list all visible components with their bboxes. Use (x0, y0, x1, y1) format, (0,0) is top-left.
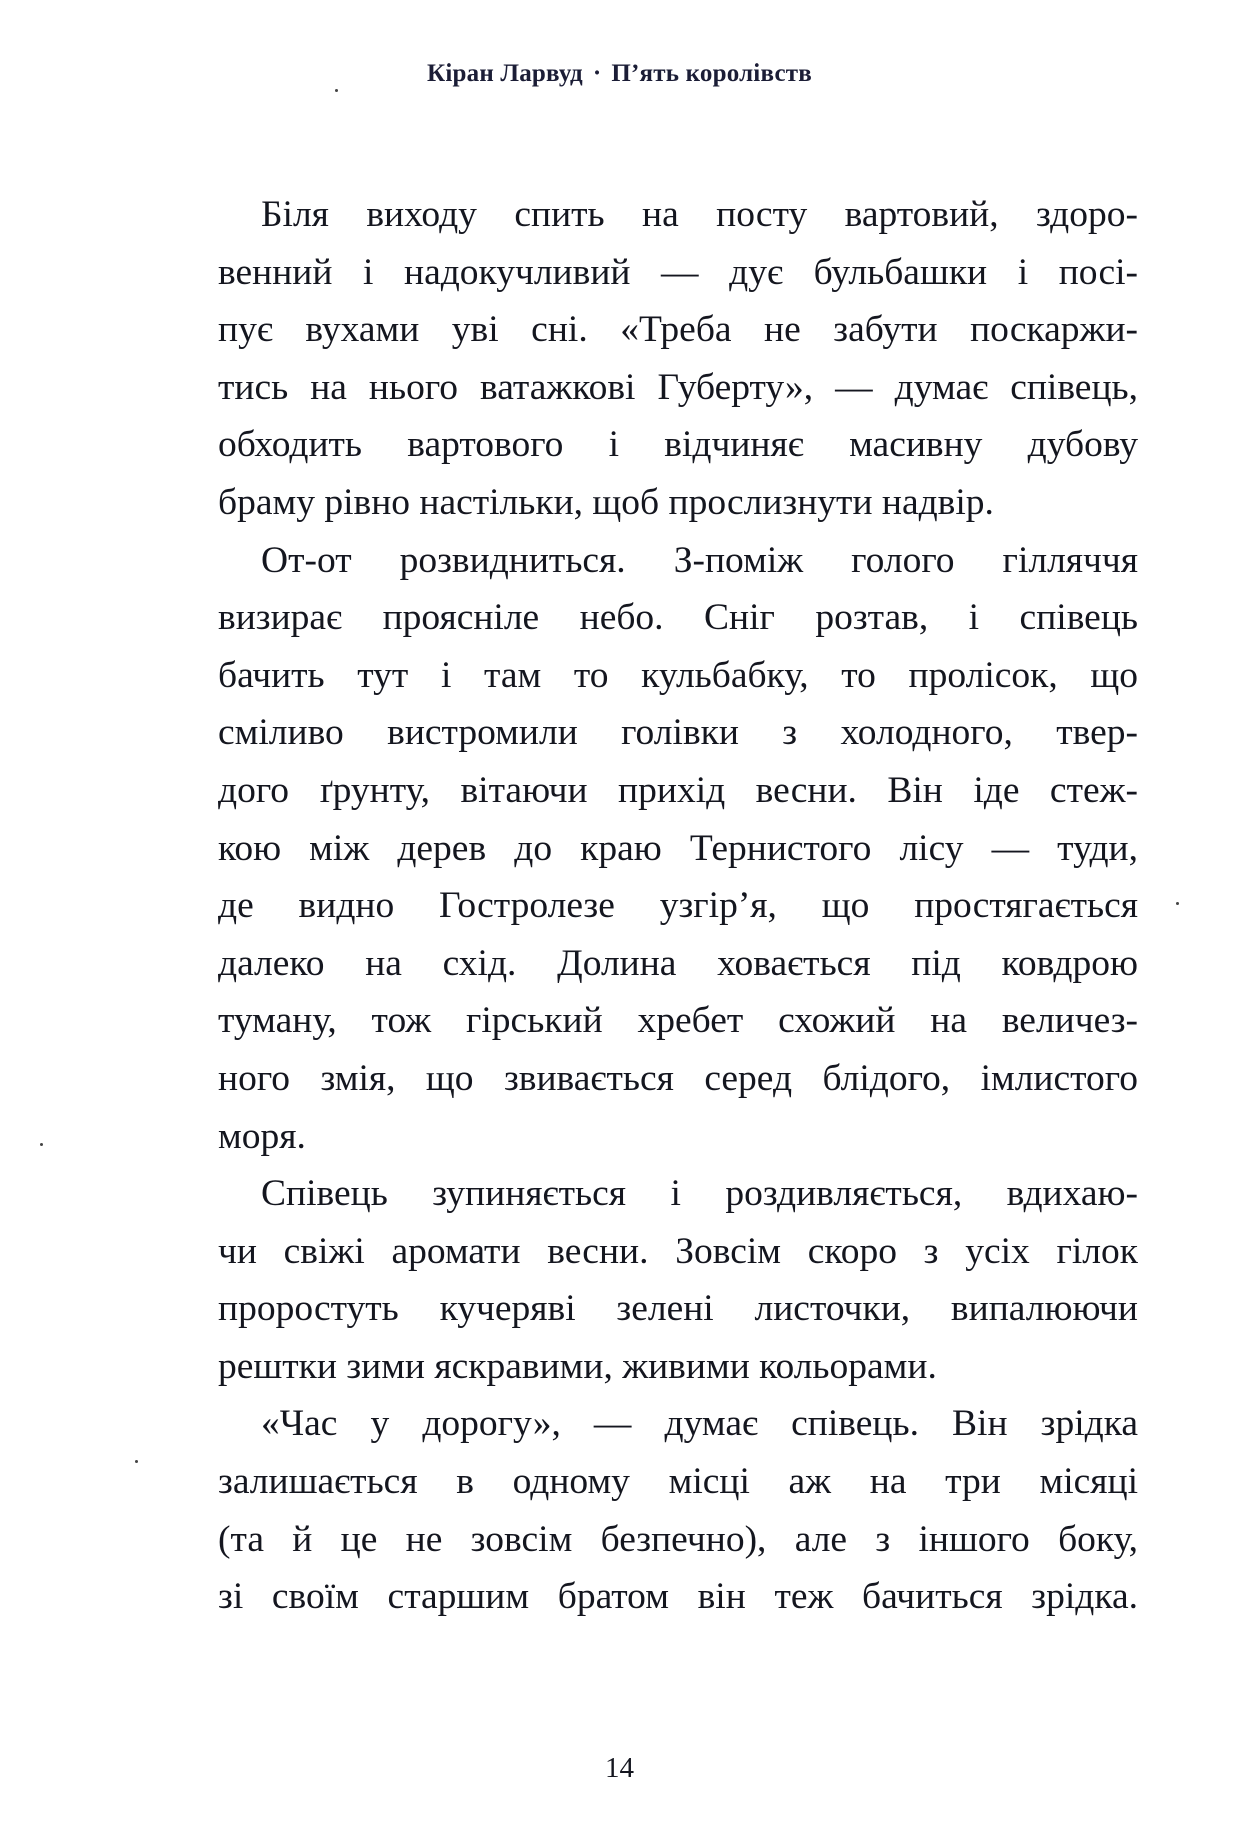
text-line: пує вухами уві сні. «Треба не забути поскаржи- (218, 309, 1138, 351)
print-speck (335, 89, 338, 92)
text-line: далеко на схід. Долина ховається під ковдрою (218, 942, 1138, 984)
text-line: браму рівно настільки, щоб прослизнути надвір. (218, 481, 994, 523)
text-line: проростуть кучеряві зелені листочки, випалюючи (218, 1288, 1138, 1330)
text-line: визирає проясніле небо. Сніг розтав, і співець (218, 597, 1138, 639)
header-separator: · (592, 60, 602, 87)
running-header (0, 60, 1239, 88)
text-line: де видно Гостролезе узгір’я, що простягається (218, 885, 1138, 927)
text-line: ного змія, що звивається серед блідого, імлистого (218, 1057, 1138, 1099)
text-line: дого ґрунту, вітаючи прихід весни. Він іде стеж- (218, 769, 1138, 811)
paragraph-2 (218, 532, 1138, 1166)
text-line: «Час у дорогу», — думає співець. Він зрідка (261, 1403, 1138, 1445)
header-author: Кіран Ларвуд (427, 60, 583, 87)
body-text (218, 186, 1138, 1626)
text-line: туману, тож гірський хребет схожий на величез- (218, 1000, 1138, 1042)
text-line: моря. (218, 1115, 306, 1157)
print-speck (1176, 902, 1179, 905)
text-line: зі своїм старшим братом він теж бачиться зрідка. (218, 1576, 1138, 1618)
text-line: чи свіжі аромати весни. Зовсім скоро з усіх гілок (218, 1230, 1138, 1272)
print-speck (40, 1143, 43, 1146)
text-line: бачить тут і там то кульбабку, то пролісок, що (218, 654, 1138, 696)
text-line: Біля виходу спить на посту вартовий, здоро- (261, 194, 1138, 235)
text-line: (та й це не зовсім безпечно), але з іншого боку, (218, 1518, 1138, 1560)
text-line: венний і надокучливий — дує бульбашки і посі- (218, 251, 1138, 293)
paragraph-1 (218, 186, 1138, 532)
text-line: обходить вартового і відчиняє масивну дубову (218, 424, 1138, 466)
text-line: залишається в одному місці аж на три місяці (218, 1461, 1138, 1503)
page-number: 14 (605, 1752, 634, 1784)
text-line: тись на нього ватажкові Губерту», — думає співець, (218, 366, 1138, 408)
text-line: кою між дерев до краю Тернистого лісу — туди, (218, 827, 1138, 869)
text-line: От-от розвидниться. З-поміж голого гілляччя (261, 539, 1138, 581)
header-book-title: П’ять королівств (611, 60, 812, 87)
text-line: Співець зупиняється і роздивляється, вдихаю- (261, 1173, 1138, 1215)
paragraph-3 (218, 1165, 1138, 1395)
text-line: рештки зими яскравими, живими кольорами. (218, 1345, 937, 1387)
paragraph-4 (218, 1395, 1138, 1625)
print-speck (135, 1460, 138, 1463)
text-line: сміливо вистромили голівки з холодного, твер- (218, 712, 1138, 754)
